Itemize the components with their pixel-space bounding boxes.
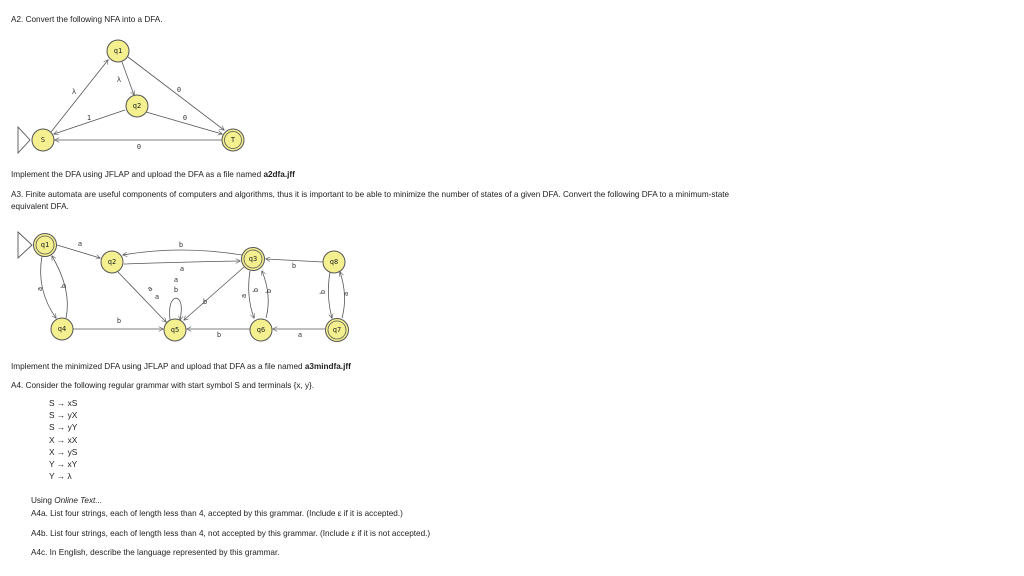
- a4a-question: A4a. List four strings, each of length less than 4, accepted by this grammar. (Include ε if it is accepted.): [31, 509, 403, 518]
- a2-implement-prefix: Implement the DFA using JFLAP and upload the DFA as a file named: [11, 170, 264, 179]
- dfa-label-14: b: [319, 289, 327, 295]
- dfa-label-0: a: [77, 240, 83, 248]
- a3-heading: [11, 189, 831, 213]
- production-7: Y → λ: [49, 471, 72, 482]
- dfa-label-13: a: [297, 331, 303, 339]
- svg-text:S: S: [40, 136, 46, 144]
- dfa-edge-q3-q6: [249, 271, 254, 318]
- production-1: S → xS: [49, 398, 78, 408]
- dfa-label-8: a: [36, 286, 44, 292]
- a4-heading: A4. Consider the following regular grammar with start symbol S and terminals {x, y}.: [11, 381, 315, 390]
- dfa-edge-q2-q3: [124, 261, 240, 264]
- dfa-label-7: b: [116, 317, 122, 325]
- a3-heading-line2: equivalent DFA.: [11, 202, 69, 211]
- production-4: X → xX: [49, 434, 78, 445]
- dfa-label-18: b: [202, 298, 208, 306]
- svg-text:q8: q8: [329, 258, 339, 266]
- a4c-question: A4c. In English, describe the language represented by this grammar.: [31, 548, 280, 557]
- nfa-label-1: 1: [86, 114, 92, 122]
- nfa-label-2: λ: [116, 76, 122, 84]
- nfa-edge-s-q1: [51, 60, 108, 132]
- dfa-label-17: a: [154, 293, 160, 301]
- svg-text:q5: q5: [170, 326, 180, 334]
- using-prefix: Using: [31, 496, 55, 505]
- nfa-state-t: [222, 129, 244, 151]
- dfa-state-q4: [51, 318, 73, 340]
- dfa-state-q1: [34, 234, 57, 257]
- svg-text:q1: q1: [113, 47, 123, 55]
- dfa-label-12: b: [265, 288, 273, 294]
- svg-text:q3: q3: [248, 255, 258, 263]
- nfa-label-5: 0: [136, 143, 142, 151]
- dfa-state-q6: [250, 319, 272, 341]
- a3-implement-prefix: Implement the minimized DFA using JFLAP and upload that DFA as a file named: [11, 362, 305, 371]
- nfa-edge-q1-q2: [122, 62, 134, 95]
- a3-filename: a3mindfa.jff: [304, 362, 351, 371]
- dfa-edge-q3-q2: [123, 250, 242, 255]
- dfa-state-q3: [242, 248, 265, 271]
- dfa-state-q5: [164, 319, 186, 341]
- dfa-start-arrow: [18, 232, 32, 258]
- production-3: S → yY: [49, 422, 78, 433]
- dfa-label-2: a: [179, 265, 185, 273]
- svg-text:q1: q1: [40, 241, 50, 249]
- dfa-edge-q3-q5: [184, 267, 244, 320]
- a4b-question: A4b. List four strings, each of length less than 4, not accepted by this grammar. (Include ε if it is not accepted.): [31, 529, 431, 538]
- a3-implement-text: [11, 362, 351, 371]
- dfa-state-q7: [326, 319, 349, 342]
- using-online-text: [31, 496, 102, 505]
- dfa-label-15: a: [342, 291, 350, 297]
- online-text-link[interactable]: Online Text...: [54, 496, 103, 505]
- dfa-label-16: b: [252, 287, 260, 293]
- nfa-label-0: λ: [71, 88, 77, 96]
- grammar-productions: [49, 397, 77, 482]
- nfa-state-q2: [126, 95, 148, 117]
- dfa-label-5: b: [173, 286, 179, 294]
- svg-text:q2: q2: [132, 102, 142, 110]
- a3-heading-line1: A3. Finite automata are useful components of computers and algorithms, thus it is important to be able to minimize the number of states of a given DFA. Convert the following DFA to a minimum-state: [11, 190, 730, 199]
- svg-text:q7: q7: [332, 326, 342, 334]
- nfa-state-q1: [107, 40, 129, 62]
- svg-text:q2: q2: [107, 258, 117, 266]
- nfa-diagram: [18, 40, 244, 153]
- dfa-label-11: a: [240, 293, 248, 299]
- nfa-start-arrow: [18, 127, 30, 153]
- dfa-diagram: [18, 232, 350, 342]
- dfa-state-q8: [323, 251, 345, 273]
- dfa-state-q2: [101, 251, 123, 273]
- production-6: Y → xY: [49, 459, 78, 470]
- dfa-label-6: b: [60, 283, 68, 289]
- nfa-label-4: 0: [182, 114, 188, 122]
- dfa-edge-q6-q3: [262, 271, 268, 318]
- svg-text:q6: q6: [256, 326, 266, 334]
- dfa-label-4: a: [173, 276, 179, 284]
- dfa-label-1: b: [178, 241, 184, 249]
- dfa-label-3: b: [291, 262, 297, 270]
- a2-filename: a2dfa.jff: [263, 170, 295, 179]
- production-5: X → yS: [49, 446, 78, 457]
- dfa-edge-q8-q7: [328, 272, 332, 318]
- dfa-label-10: b: [216, 331, 222, 339]
- a2-implement-text: [11, 170, 295, 179]
- a2-heading: A2. Convert the following NFA into a DFA.: [11, 15, 163, 24]
- dfa-edge-q5-loop: [170, 298, 182, 320]
- svg-text:q4: q4: [57, 325, 67, 333]
- nfa-label-3: 0: [176, 86, 182, 94]
- svg-text:T: T: [230, 136, 236, 144]
- nfa-state-s: [32, 129, 54, 151]
- production-2: S → yX: [49, 410, 78, 421]
- dfa-label-9: a: [145, 284, 155, 294]
